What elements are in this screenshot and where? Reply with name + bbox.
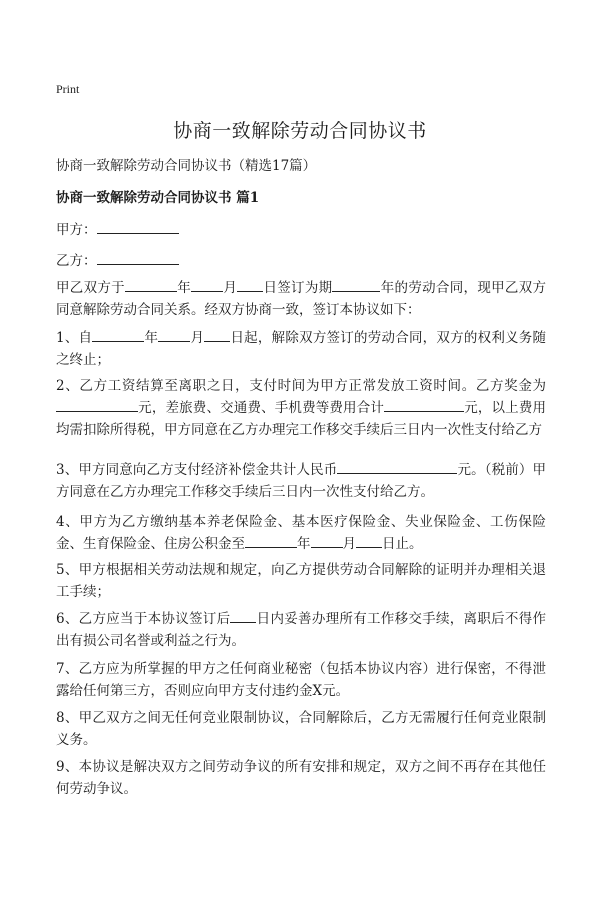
intro-text: 年的劳动合同，现甲乙双方同意解除劳动合同关系。经双方协商一致，签订本协议如下： (56, 280, 547, 318)
intro-text: 年 (176, 280, 192, 296)
intro-text: 甲乙双方于 (56, 280, 125, 296)
clause4-month-blank (311, 534, 343, 549)
clause-7: 7、乙方应为所掌握的甲方之任何商业秘密（包括本协议内容）进行保密，不得泄露给任何第三方，否则应向甲方支付违约金X元。 (56, 661, 546, 699)
clause-text: 日内妥善办理所有工作移交手续，离职后不得作出有损公司名誉或利益之行为。 (56, 611, 547, 649)
clause-text: 元。（税前）甲方同意在乙方办理完工作移交手续后三日内一次性支付给乙方。 (56, 462, 547, 500)
clause1-day-blank (204, 328, 230, 343)
clause2-bonus-blank (56, 398, 138, 413)
clause1-year-blank (92, 328, 144, 343)
print-link[interactable]: Print (56, 82, 80, 96)
clause-1 (56, 327, 546, 371)
party-b-blank (97, 251, 179, 266)
clause6-days-blank (230, 609, 256, 624)
clause-9: 9、本协议是解决双方之间劳动争议的所有安排和规定，双方之间不再存在其他任何劳动争议。 (56, 759, 546, 797)
clause-text: 日起，解除双方签订的劳动合同，双方的权利义务随之终止； (56, 330, 547, 368)
clause1-month-blank (158, 328, 190, 343)
clause-text: 1、自 (56, 330, 93, 346)
document-title: 协商一致解除劳动合同协议书 (173, 120, 427, 142)
intro-year-blank (125, 278, 177, 293)
intro-day-blank (237, 278, 263, 293)
clause-5: 5、甲方根据相关劳动法规和规定，向乙方提供劳动合同解除的证明并办理相关退工手续； (56, 562, 546, 600)
section-title: 协商一致解除劳动合同协议书 篇1 (56, 190, 260, 206)
document-subtitle: 协商一致解除劳动合同协议书（精选17篇） (56, 158, 317, 174)
intro-text: 日签订为期 (263, 280, 333, 296)
clause-text: 元，以上费用均需扣除所得税，甲方同意在乙方办理完工作移交手续后三日内一次性支付给乙方 (56, 400, 547, 438)
party-b-line (56, 249, 179, 269)
party-a-blank (97, 220, 179, 235)
clause-text: 年 (144, 330, 159, 346)
clause-8: 8、甲乙双方之间无任何竞业限制协议，合同解除后，乙方无需履行任何竞业限制义务。 (56, 710, 546, 748)
clause-text: 日止。 (382, 536, 423, 552)
intro-month-blank (191, 278, 223, 293)
clause-text: 6、乙方应当于本协议签订后 (56, 611, 231, 627)
clause-text: 4、甲方为乙方缴纳基本养老保险金、基本医疗保险金、失业保险金、工伤保险金、生育保险金、住房公积金至 (56, 514, 546, 552)
party-a-label: 甲方： (56, 222, 97, 238)
clause-2 (56, 375, 546, 441)
clause-text: 月 (190, 330, 205, 346)
clause-text: 年 (297, 536, 311, 552)
clause2-expense-blank (384, 398, 464, 413)
intro-text: 月 (223, 280, 238, 296)
clause-3 (56, 459, 546, 503)
clause-text: 元，差旅费、交通费、手机费等费用合计 (138, 400, 385, 416)
clause4-day-blank (356, 534, 382, 549)
clause-6 (56, 608, 546, 652)
intro-paragraph (56, 277, 546, 321)
party-b-label: 乙方： (56, 253, 97, 269)
clause-text: 月 (342, 536, 356, 552)
clause4-year-blank (245, 534, 297, 549)
clause-4 (56, 511, 546, 555)
intro-term-blank (332, 278, 380, 293)
clause-text: 2、乙方工资结算至离职之日，支付时间为甲方正常发放工资时间。乙方奖金为 (56, 378, 546, 394)
clause3-amount-blank (337, 460, 457, 475)
clause-text: 3、甲方同意向乙方支付经济补偿金共计人民币 (56, 462, 338, 478)
party-a-line (56, 218, 179, 238)
